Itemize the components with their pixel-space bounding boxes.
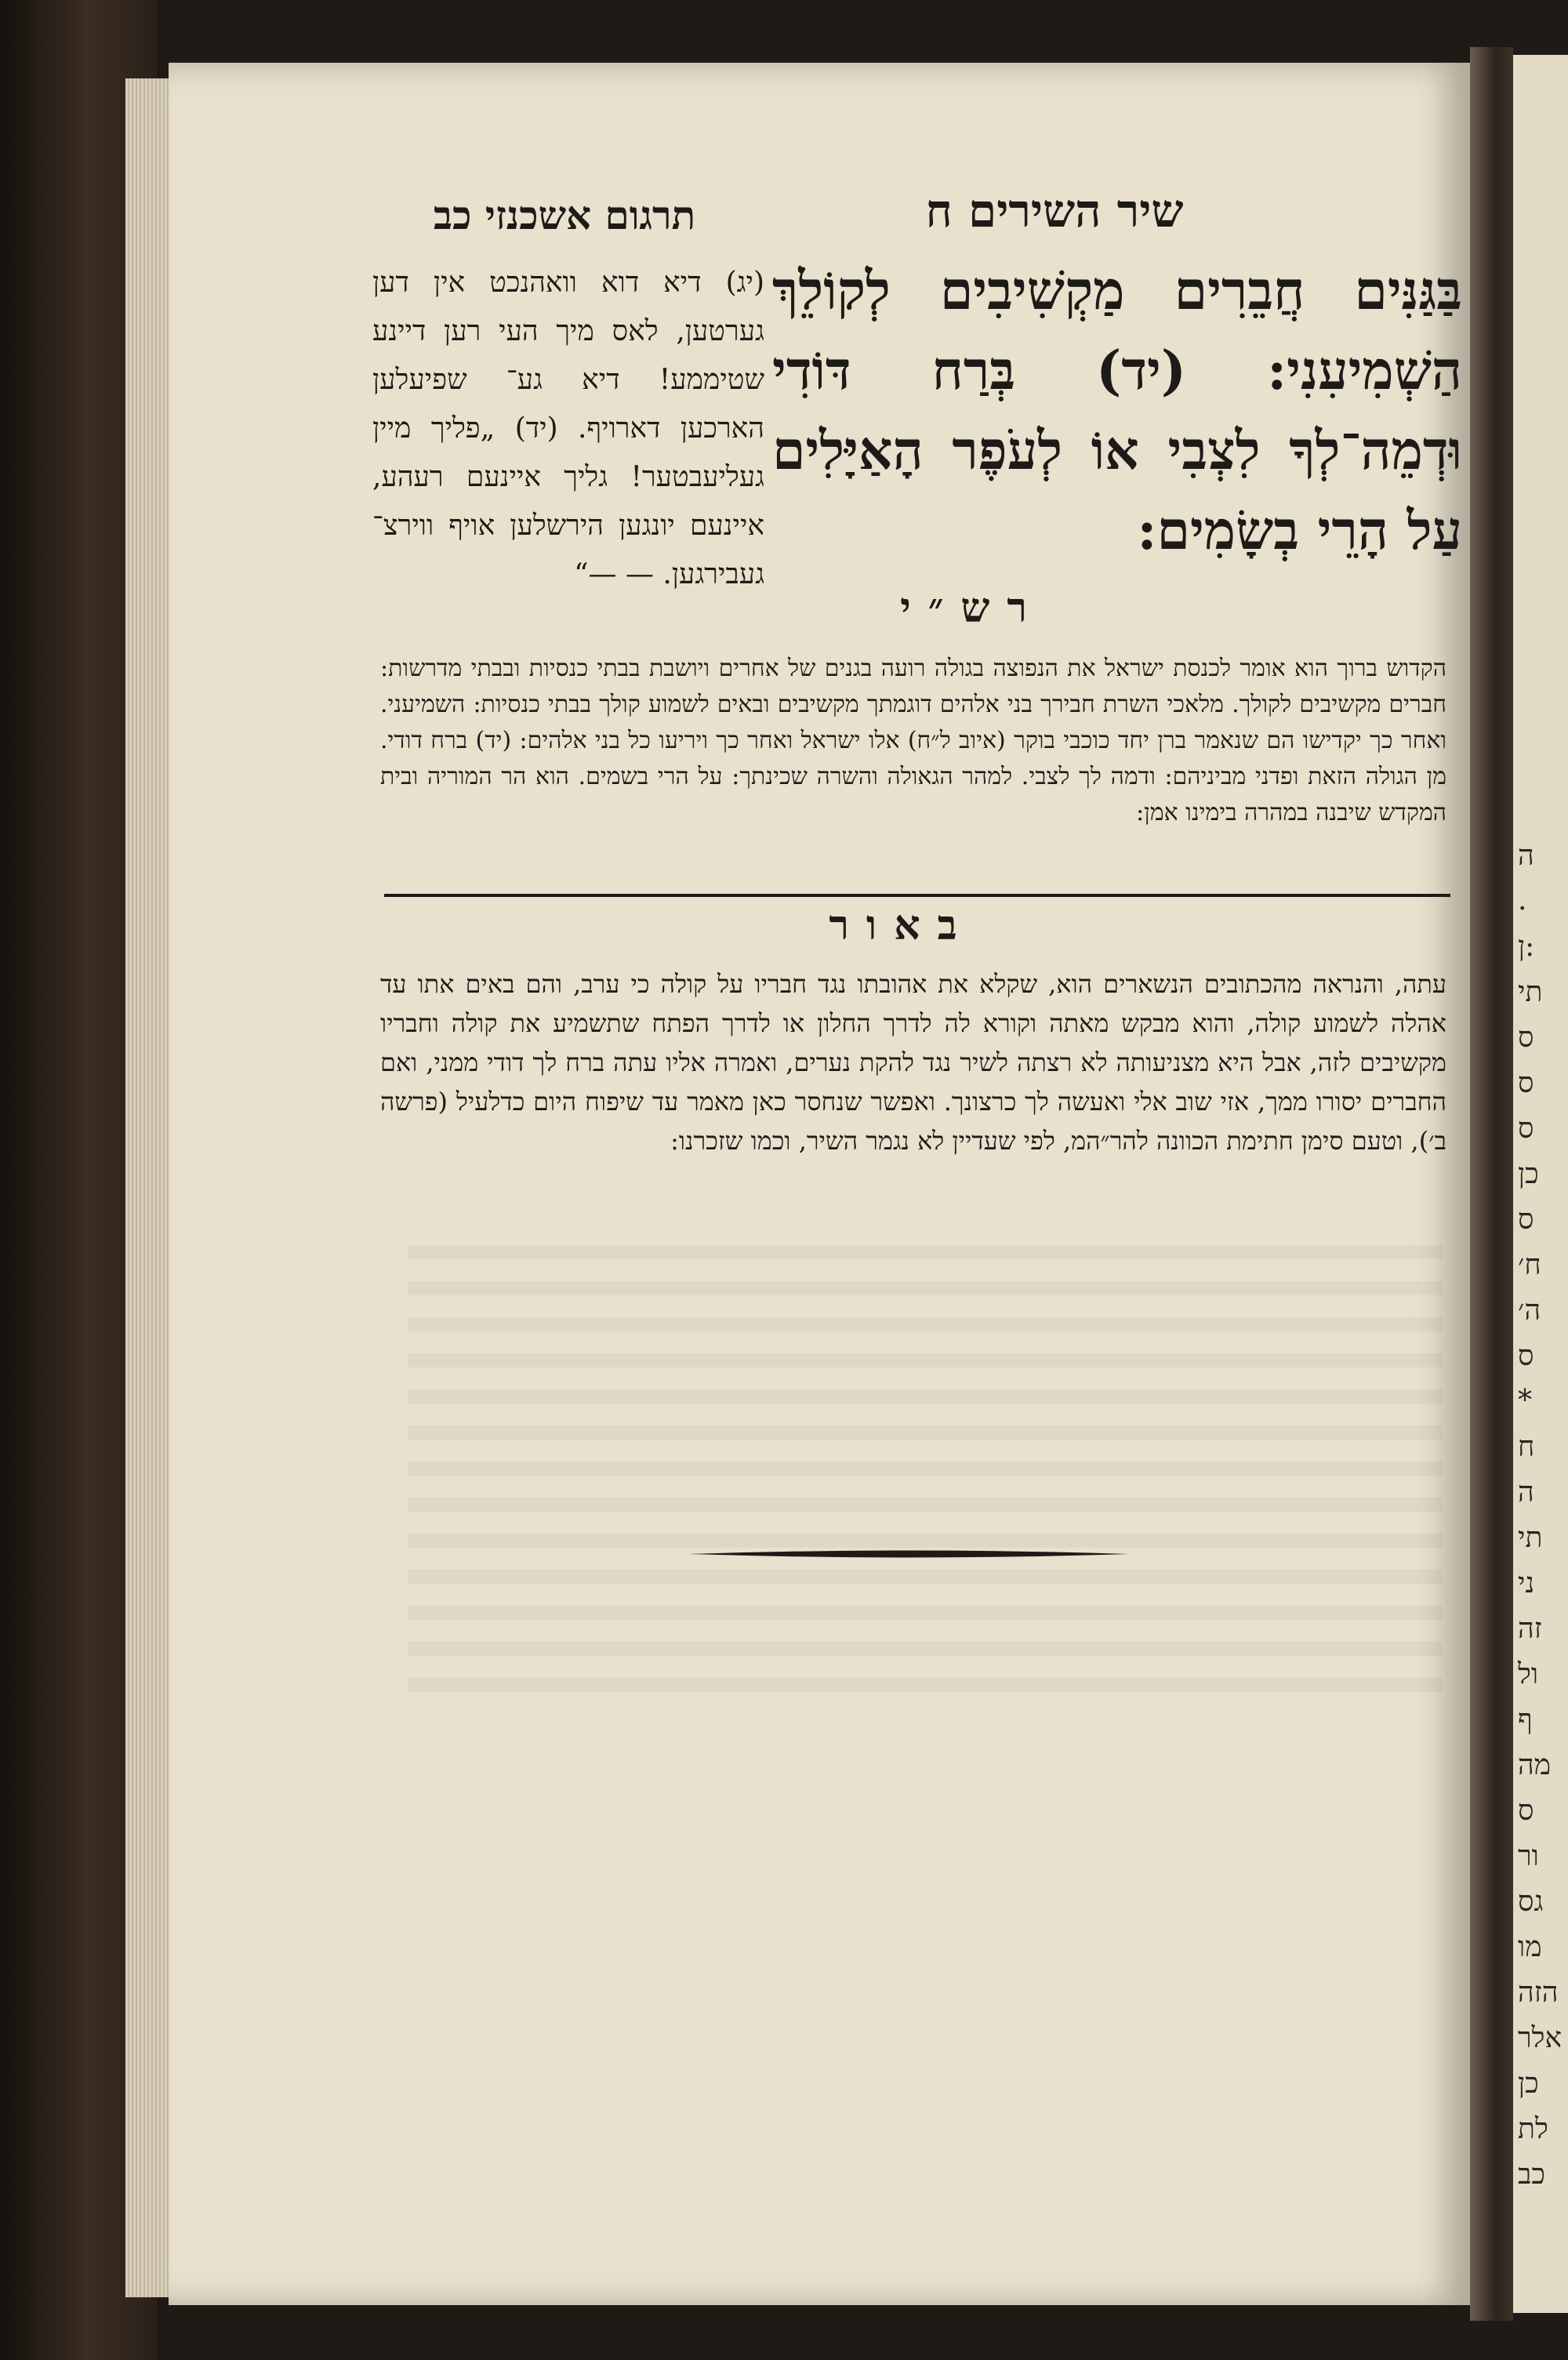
facing-page-fragment: ס xyxy=(1518,1340,1534,1372)
verse-column: בַּגַּנִּים חֲבֵרִים מַקְשִׁיבִים לְקוֹלֵךְ הַשְׁמִיעִנִי: (יד) בְּרַח דּוֹדִי וּדְמֵה־לְךָ לִצְבִי אוֹ לְעֹפֶר הָאַיָּלִים עַל הָרֵי בְשָׂמִים: xyxy=(772,260,1462,562)
facing-page-fragment: * xyxy=(1518,1385,1532,1417)
facing-page-fragment: ס xyxy=(1518,1022,1534,1054)
facing-page-fragment: תי xyxy=(1518,1522,1543,1554)
facing-page-fragment: ף xyxy=(1518,1704,1533,1736)
targum-header: תרגום אשכנזי כב xyxy=(433,192,696,238)
facing-page-fragment: לת xyxy=(1518,2113,1548,2145)
facing-page-fragment: ס xyxy=(1518,1795,1534,1827)
facing-page-fragment: ה xyxy=(1518,840,1534,872)
facing-page-fragment: מו xyxy=(1518,1931,1542,1963)
book-gutter xyxy=(1470,47,1513,2321)
facing-page-fragment: זה xyxy=(1518,1613,1542,1645)
facing-page-fragment: ה xyxy=(1518,1476,1534,1509)
biur-heading: באור xyxy=(829,902,975,949)
facing-page-fragment: ס xyxy=(1518,1067,1534,1099)
facing-page-fragment: גס xyxy=(1518,1886,1544,1918)
rashi-commentary: הקדוש ברוך הוא אומר לכנסת ישראל את הנפוצה בגולה רועה בגנים של אחרים ויושבת בבתי כנסיות ובבתי מדרשות: חברים מקשיבים לקולך. מלאכי השרת חבירך בני אלהים דוגמתך מקשיבים ובאים לשמוע קולך בבתי כנסיות: השמיעני. ואחר כך יקדישו הם שנאמר ברן יחד כוכבי בוקר (איוב ל״ח) אלו ישראל ואחר כך ויריעו כל בני אלהים: (יד) ברח דודי. מן הגולה הזאת ופדני מביניהם: ודמה לך לצבי. למהר הגאולה והשרה שכינתך: על הרי בשמים. הוא הר המוריה ובית המקדש שיבנה במהרה בימינו אמן: xyxy=(380,655,1447,826)
facing-page-fragment: כן xyxy=(1518,2068,1539,2100)
facing-page-fragment: אלר xyxy=(1518,2022,1563,2054)
facing-page-edge xyxy=(1513,55,1568,2313)
end-flourish-ornament xyxy=(690,1549,1129,1559)
facing-page-fragment: ח׳ xyxy=(1518,1249,1541,1281)
facing-page-fragment: כן xyxy=(1518,1158,1539,1190)
targum-column: (יג) דיא דוא וואהנכט אין דען גערטען, לאס מיך העי רען דיינע שטיממע! דיא גע־ שפיעלען הארכען דארויף. (יד) „פליך מיין געליעבטער! גליך איינעם רעהע, איינעם יונגען הירשלען אויף ווירצ־ געבירגען. — —“ xyxy=(372,267,764,590)
facing-page-fragment: מה xyxy=(1518,1749,1552,1781)
facing-page-fragment: ני xyxy=(1518,1567,1535,1599)
page-stack-edge xyxy=(125,78,172,2297)
facing-page-fragment: תי xyxy=(1518,976,1543,1008)
rashi-heading: רש״י xyxy=(900,584,1044,632)
facing-page-fragment: . xyxy=(1518,884,1527,917)
facing-page-fragment: ס xyxy=(1518,1204,1534,1236)
facing-page-fragment: הזה xyxy=(1518,1977,1559,2009)
book-chapter-header: שיר השירים ח xyxy=(925,184,1184,238)
show-through-texture xyxy=(408,1223,1443,1694)
facing-page-fragment: :ן xyxy=(1518,931,1535,963)
facing-page-fragment: ה׳ xyxy=(1518,1294,1541,1327)
facing-page-fragment: כב xyxy=(1518,2158,1545,2191)
biur-commentary: עתה, והנראה מהכתובים הנשארים הוא, שקלא את אהובתו נגד חבריו על קולה כי ערב, והם באים אתו עד אהלה לשמוע קולה, והוא מבקש מאתה וקורא לה לדרך החלון או לדרך הפתח שתשמיע את קולה וחבריו מקשיבים לזה, אבל היא מצניעותה לא רצתה לשיר נגד להקת נערים, ואמרה אליו עתה ברח לך דודי ממני, ואם החברים יסורו ממך, אזי שוב אלי ואעשה לך כרצונך. ואפשר שנחסר כאן מאמר עד שיפוח היום כדלעיל (פרשה ב׳), וטעם סימן חתימת הכוונה להר״המ, לפי שעדיין לא נגמר השיר, וכמו שזכרנו: xyxy=(380,969,1447,1156)
facing-page-fragment: ור xyxy=(1518,1840,1539,1872)
facing-page-fragment: ול xyxy=(1518,1658,1539,1690)
facing-page-fragment: ח xyxy=(1518,1431,1535,1463)
facing-page-fragment: ס xyxy=(1518,1113,1534,1145)
section-divider xyxy=(384,894,1450,897)
